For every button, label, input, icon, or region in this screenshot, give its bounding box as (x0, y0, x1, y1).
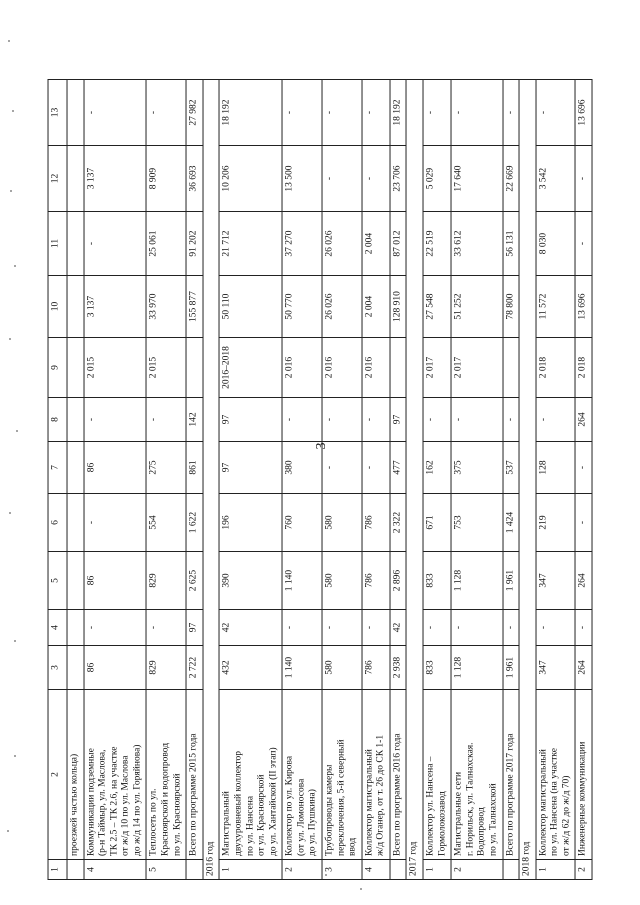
table-cell: - (362, 398, 390, 442)
table-cell: 1 424 (503, 494, 520, 552)
scan-speck (12, 110, 14, 112)
column-number-header: 8 (48, 398, 67, 442)
section-label: 2018 год (519, 80, 536, 880)
scan-speck (16, 430, 18, 432)
page-number: 3 (314, 442, 329, 450)
table-cell: 10 206 (219, 146, 282, 212)
table-cell: 833 (423, 552, 451, 610)
document-page (48, 80, 593, 880)
table-cell: - (146, 610, 186, 646)
table-cell (67, 80, 84, 146)
table-cell: 78 800 (503, 276, 520, 338)
table-cell: - (362, 442, 390, 494)
table-cell: 162 (423, 442, 451, 494)
table-cell: 347 (536, 646, 576, 690)
table-cell: 33 970 (146, 276, 186, 338)
table-cell: 1 140 (282, 646, 322, 690)
table-cell: - (322, 80, 362, 146)
table-cell: 97 (219, 442, 282, 494)
table-cell: 1 (219, 860, 282, 880)
column-number-row (48, 80, 67, 880)
section-header-row (203, 80, 220, 880)
table-cell: - (322, 610, 362, 646)
table-cell: - (575, 494, 592, 552)
scan-speck (325, 874, 327, 876)
table-row (390, 80, 407, 880)
table-cell: 833 (423, 646, 451, 690)
table-cell: 97 (219, 398, 282, 442)
table-cell: - (503, 610, 520, 646)
table-body (67, 80, 592, 880)
table-cell: 51 252 (451, 276, 502, 338)
table-cell: 155 877 (186, 276, 203, 338)
table-cell (390, 338, 407, 398)
object-name-cell: Коллектор ул. Нансена – Гормолокозавод (423, 690, 451, 860)
table-cell: - (423, 80, 451, 146)
table-cell: 1 (536, 860, 576, 880)
scan-speck (9, 512, 11, 514)
table-cell: 5 029 (423, 146, 451, 212)
table-cell: - (362, 80, 390, 146)
table-row (451, 80, 502, 880)
object-name-cell: Инженерные коммуникации (575, 690, 592, 860)
table-cell: 5 (146, 860, 186, 880)
scan-speck (14, 640, 16, 642)
table-cell: 1 961 (503, 646, 520, 690)
table-cell: 1 622 (186, 494, 203, 552)
table-cell: 128 910 (390, 276, 407, 338)
table-cell: 25 061 (146, 212, 186, 276)
table-cell: 87 012 (390, 212, 407, 276)
section-header-row (406, 80, 423, 880)
table-cell: 2 017 (451, 338, 502, 398)
column-number-header: 12 (48, 146, 67, 212)
table-cell: 36 693 (186, 146, 203, 212)
table-cell: 22 669 (503, 146, 520, 212)
table-cell (67, 494, 84, 552)
table-row (362, 80, 390, 880)
table-cell: 829 (146, 646, 186, 690)
table-cell: 13 696 (575, 276, 592, 338)
section-header-row (519, 80, 536, 880)
table-cell: 537 (503, 442, 520, 494)
table-cell: 432 (219, 646, 282, 690)
table-cell: 1 961 (503, 552, 520, 610)
table-cell: - (84, 212, 147, 276)
table-cell (186, 338, 203, 398)
table-cell: - (146, 398, 186, 442)
table-cell: 42 (390, 610, 407, 646)
section-label: 2016 год (203, 80, 220, 880)
table-row (423, 80, 451, 880)
table-cell (186, 860, 203, 880)
object-name-cell: Всего по программе 2016 года (390, 690, 407, 860)
table-cell: 3 137 (84, 146, 147, 212)
object-name-cell: Теплосеть по ул. Красноярской и водопровод по ул. Красноярской (146, 690, 186, 860)
table-cell: 97 (186, 610, 203, 646)
table-cell (503, 338, 520, 398)
column-number-header: 10 (48, 276, 67, 338)
table-cell (503, 860, 520, 880)
table-cell: - (451, 610, 502, 646)
table-cell: 91 202 (186, 212, 203, 276)
table-cell: 23 706 (390, 146, 407, 212)
table-cell: 3 137 (84, 276, 147, 338)
table-row (503, 80, 520, 880)
table-cell: 196 (219, 494, 282, 552)
scan-speck (14, 265, 16, 267)
table-row (186, 80, 203, 880)
table-cell: 264 (575, 398, 592, 442)
table-cell: 4 (362, 860, 390, 880)
column-number-header: 4 (48, 610, 67, 646)
table-cell: 3 (322, 860, 362, 880)
table-cell: 554 (146, 494, 186, 552)
table-cell: - (575, 212, 592, 276)
table-cell: 380 (282, 442, 322, 494)
table-cell: 27 982 (186, 80, 203, 146)
column-number-header: 6 (48, 494, 67, 552)
table-cell: - (451, 80, 502, 146)
table-cell: 18 192 (390, 80, 407, 146)
column-number-header: 9 (48, 338, 67, 398)
table-cell (67, 552, 84, 610)
table-cell: - (536, 398, 576, 442)
table-cell: - (423, 610, 451, 646)
table-cell: - (322, 146, 362, 212)
table-row (575, 80, 592, 880)
table-cell (67, 860, 84, 880)
table-cell: 86 (84, 442, 147, 494)
table-cell (67, 146, 84, 212)
table-cell (67, 398, 84, 442)
table-cell: - (282, 80, 322, 146)
table-cell: 1 140 (282, 552, 322, 610)
table-cell (67, 610, 84, 646)
table-cell: 142 (186, 398, 203, 442)
table-cell: - (362, 610, 390, 646)
table-cell: 580 (322, 552, 362, 610)
scan-speck (10, 190, 12, 192)
table-cell: 2 016 (322, 338, 362, 398)
table-cell: - (322, 442, 362, 494)
table-cell: 11 572 (536, 276, 576, 338)
table-cell: 786 (362, 646, 390, 690)
table-cell: 2 018 (536, 338, 576, 398)
table-cell: 86 (84, 646, 147, 690)
table-cell: 37 270 (282, 212, 322, 276)
object-name-cell: Трубопроводы камеры переключения, 5-й северный ввод (322, 690, 362, 860)
table-cell: 2 (451, 860, 502, 880)
column-number-header: 3 (48, 646, 67, 690)
table-cell: 2 016 (362, 338, 390, 398)
table-cell: 26 026 (322, 212, 362, 276)
table-cell: - (451, 398, 502, 442)
table-cell: 13 500 (282, 146, 322, 212)
object-name-cell: Коммуникации подземные (р-н Таймыр, ул. Маслова, ТК 2.5 – ТК 2.6, на участке от ж/д 10 по ул. Маслова до ж/д 14 по ул. Горяйнова) (84, 690, 147, 860)
table-cell: - (84, 494, 147, 552)
object-name-cell: Всего по программе 2015 года (186, 690, 203, 860)
table-cell: 97 (390, 398, 407, 442)
table-cell: 2 322 (390, 494, 407, 552)
table-cell: 2 016 (282, 338, 322, 398)
table-cell (67, 276, 84, 338)
column-number-header: 13 (48, 80, 67, 146)
table-cell: 13 696 (575, 80, 592, 146)
table-cell: 375 (451, 442, 502, 494)
table-cell: 56 131 (503, 212, 520, 276)
table-cell: 50 770 (282, 276, 322, 338)
object-name-cell: Коллектор магистральный по ул. Нансена (на участке от ж/д 62 до ж/д 70) (536, 690, 576, 860)
table-cell: 264 (575, 646, 592, 690)
program-table (48, 79, 593, 880)
table-cell: 1 128 (451, 646, 502, 690)
table-cell: 21 712 (219, 212, 282, 276)
table-cell: 2 015 (84, 338, 147, 398)
table-cell: 2 (575, 860, 592, 880)
table-cell: 347 (536, 552, 576, 610)
scan-speck (9, 338, 11, 340)
table-cell: 580 (322, 494, 362, 552)
table-cell: 275 (146, 442, 186, 494)
table-cell: 4 (84, 860, 147, 880)
scan-speck (7, 830, 9, 832)
table-cell (67, 646, 84, 690)
column-number-header: 7 (48, 442, 67, 494)
table-cell: - (536, 80, 576, 146)
object-name-cell: Коллектор по ул. Кирова (от ул. Ломоносова до ул. Пушкина) (282, 690, 322, 860)
table-cell: - (282, 610, 322, 646)
table-cell: 1 (423, 860, 451, 880)
table-cell: 128 (536, 442, 576, 494)
table-cell: 861 (186, 442, 203, 494)
table-cell: 753 (451, 494, 502, 552)
table-row (322, 80, 362, 880)
table-cell: - (362, 146, 390, 212)
table-row (84, 80, 147, 880)
table-cell (67, 442, 84, 494)
table-cell: 264 (575, 552, 592, 610)
column-number-header: 11 (48, 212, 67, 276)
column-number-header: 2 (48, 690, 67, 860)
table-cell: 86 (84, 552, 147, 610)
table-cell: - (423, 398, 451, 442)
table-cell: - (575, 442, 592, 494)
table-cell: 786 (362, 552, 390, 610)
table-cell: 760 (282, 494, 322, 552)
table-cell: - (536, 610, 576, 646)
object-name-cell: Магистральные сети г. Норильск, ул. Талнахская. Водопровод по ул. Талнахской (451, 690, 502, 860)
table-cell: 829 (146, 552, 186, 610)
table-cell: - (84, 398, 147, 442)
column-number-header: 1 (48, 860, 67, 880)
table-cell: - (84, 610, 147, 646)
table-cell: 2 722 (186, 646, 203, 690)
object-name-cell: проезжей частью кольца) (67, 690, 84, 860)
scan-speck (14, 755, 16, 757)
scan-speck (8, 40, 10, 42)
table-row (67, 80, 84, 880)
table-row (282, 80, 322, 880)
table-cell: 580 (322, 646, 362, 690)
column-number-header: 5 (48, 552, 67, 610)
table-row (146, 80, 186, 880)
table-cell: 2 018 (575, 338, 592, 398)
table-cell: 27 548 (423, 276, 451, 338)
table-cell: 477 (390, 442, 407, 494)
table-cell: 786 (362, 494, 390, 552)
table-cell: 1 128 (451, 552, 502, 610)
table-cell: 42 (219, 610, 282, 646)
table-cell: 2 015 (146, 338, 186, 398)
table-cell: 33 612 (451, 212, 502, 276)
table-cell: 2 938 (390, 646, 407, 690)
table-cell: - (503, 398, 520, 442)
object-name-cell: Магистральный двухуровневый коллектор по ул. Нансена от ул. Красноярской до ул. Хантайской (II этап) (219, 690, 282, 860)
table-cell: 22 519 (423, 212, 451, 276)
table-cell (67, 212, 84, 276)
table-cell: 390 (219, 552, 282, 610)
table-cell: - (84, 80, 147, 146)
table-cell (67, 338, 84, 398)
table-cell: 2 625 (186, 552, 203, 610)
scan-speck (360, 888, 362, 890)
table-cell: - (575, 610, 592, 646)
object-name-cell: Всего по программе 2017 года (503, 690, 520, 860)
table-row (219, 80, 282, 880)
table-cell: 8 030 (536, 212, 576, 276)
table-row (536, 80, 576, 880)
table-cell: 50 110 (219, 276, 282, 338)
table-cell: 2 017 (423, 338, 451, 398)
table-cell: - (282, 398, 322, 442)
table-cell: 26 026 (322, 276, 362, 338)
table-cell: - (575, 146, 592, 212)
object-name-cell: Коллектор магистральный ж/д Оганер, от т. 26 до СК 1-1 (362, 690, 390, 860)
table-cell: - (146, 80, 186, 146)
table-cell: 2016–2018 (219, 338, 282, 398)
table-cell: - (322, 398, 362, 442)
table-cell: 8 909 (146, 146, 186, 212)
table-cell: 2 004 (362, 276, 390, 338)
table-cell: 2 896 (390, 552, 407, 610)
table-cell: - (503, 80, 520, 146)
table-cell (390, 860, 407, 880)
section-label: 2017 год (406, 80, 423, 880)
table-cell: 2 (282, 860, 322, 880)
table-cell: 18 192 (219, 80, 282, 146)
table-cell: 2 004 (362, 212, 390, 276)
table-cell: 671 (423, 494, 451, 552)
table-cell: 17 640 (451, 146, 502, 212)
table-cell: 3 542 (536, 146, 576, 212)
table-cell: 219 (536, 494, 576, 552)
